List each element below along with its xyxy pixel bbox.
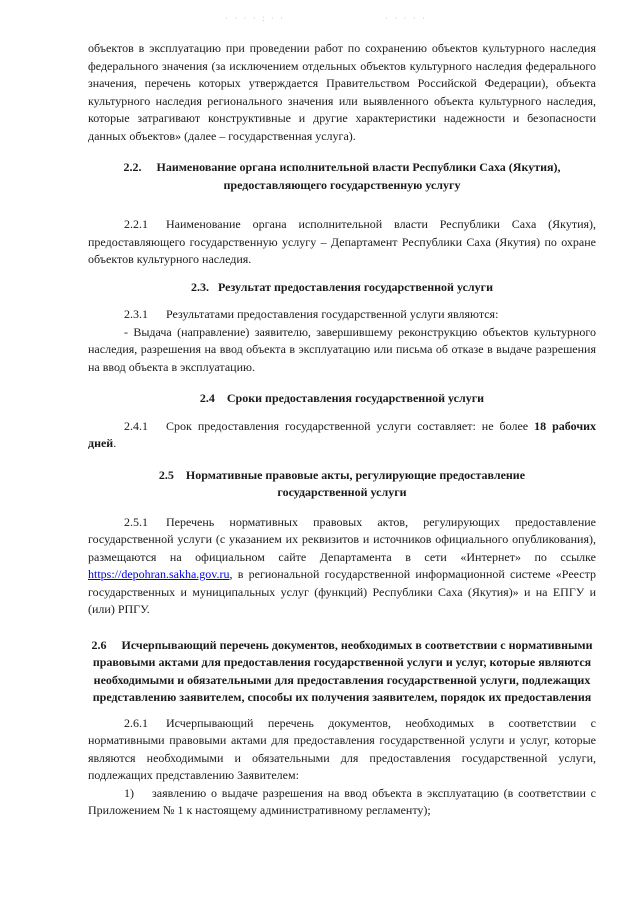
section-number: 2.6 xyxy=(91,637,107,652)
section-title: Нормативные правовые акты, регулирующие предоставление государственной услуги xyxy=(185,467,526,499)
section-2-4-heading xyxy=(88,390,596,408)
term-bold: 18 рабочих дней xyxy=(88,418,597,450)
paragraph-2-3-1 xyxy=(88,306,596,324)
section-number: 2.5 xyxy=(158,467,174,482)
paragraph-number: 2.6.1 xyxy=(124,715,148,730)
paragraph-text: Перечень нормативных правовых актов, регулирующих предоставление государственной услуги (с указанием их реквизитов и источников официального опубликования), размещаются на официальном сайте Департамента в сети «Интернет» по ссылке xyxy=(88,514,596,564)
paragraph-text: Исчерпывающий перечень документов, необходимых в соответствии с нормативными правовыми актами для предоставления государственной услуги и услуг, которые являются необходимыми и обязательными для предоставления государственной услуги, подлежащих представлению Заявителем: xyxy=(88,715,596,782)
paragraph-2-6-1 xyxy=(88,715,596,785)
section-2-3-heading xyxy=(88,279,596,297)
section-2-5-heading xyxy=(88,467,596,502)
section-title: Сроки предоставления государственной услуги xyxy=(226,391,485,405)
intro-paragraph: объектов в эксплуатацию при проведении работ по сохранению объектов культурного наследия федерального значения (за исключением отдельных объектов культурного наследия федерального значения, перечень которых утверждается Правительством Российской Федерации), объекта культурного наследия регионального значения или выявленного объекта культурного наследия, которые затрагивают конструктивные и другие характеристики надежности и безопасности данных объектов» (далее – государственная услуга). xyxy=(88,41,596,143)
paragraph-2-5-1 xyxy=(88,514,596,619)
section-2-6-heading xyxy=(88,637,596,707)
scan-mark-right: · · · · · xyxy=(385,13,427,23)
section-title: Исчерпывающий перечень документов, необходимых в соответствии с нормативными правовыми актами для предоставления государственной услуги и услуг, которые являются необходимыми и обязательными для предоставления государственной услуги, подлежащих представлению заявителем, способы их получения заявителем, порядок их предоставления xyxy=(92,637,593,704)
paragraph-2-2-1 xyxy=(88,216,596,269)
paragraph-text-cont: , в региональной государственной информационной системе «Реестр государственных и муниципальных услуг (функций) Республики Саха (Якутия)» и на ЕПГУ и (или) РПГУ. xyxy=(88,567,596,616)
paragraph-text: Результатами предоставления государственной услуги являются: xyxy=(166,307,499,321)
paragraph-number: 2.3.1 xyxy=(124,307,148,321)
result-list-item: - Выдача (направление) заявителю, завершившему реконструкцию объектов культурного наследия, разрешения на ввод объекта в эксплуатацию или письма об отказе в выдаче разрешения на ввод объекта в эксплуатацию. xyxy=(88,324,596,374)
section-number: 2.4 xyxy=(199,391,215,405)
section-number: 2.2. xyxy=(123,160,142,174)
section-2-2-heading xyxy=(88,159,596,194)
section-title: Наименование органа исполнительной власти Республики Саха (Якутия), предоставляющего государственную услугу xyxy=(156,160,561,192)
header-scan-marks xyxy=(225,10,475,24)
list-item-number: 1) xyxy=(124,785,134,800)
section-number: 2.3. xyxy=(190,279,209,294)
section-title: Результат предоставления государственной услуги xyxy=(217,279,494,294)
department-website-link[interactable]: https://depohran.sakha.gov.ru xyxy=(88,567,230,581)
paragraph-end: . xyxy=(113,436,117,450)
paragraph-text: Срок предоставления государственной услуги составляет: не более xyxy=(166,418,529,433)
paragraph-number: 2.4.1 xyxy=(124,418,148,433)
document-body xyxy=(88,40,596,820)
paragraph-number: 2.2.1 xyxy=(124,217,148,231)
document-list-item-1 xyxy=(88,785,596,820)
paragraph-number: 2.5.1 xyxy=(124,514,148,529)
paragraph-2-4-1 xyxy=(88,418,596,453)
paragraph-text: Наименование органа исполнительной власти Республики Саха (Якутия), предоставляющего государственную услугу – Департамент Республики Саха (Якутия) по охране объектов культурного наследия. xyxy=(88,217,596,266)
scan-mark-left: · · · · : · · xyxy=(225,13,285,23)
list-item-text: заявлению о выдаче разрешения на ввод объекта в эксплуатацию (в соответствии с Приложением № 1 к настоящему административному регламенту); xyxy=(88,785,596,817)
